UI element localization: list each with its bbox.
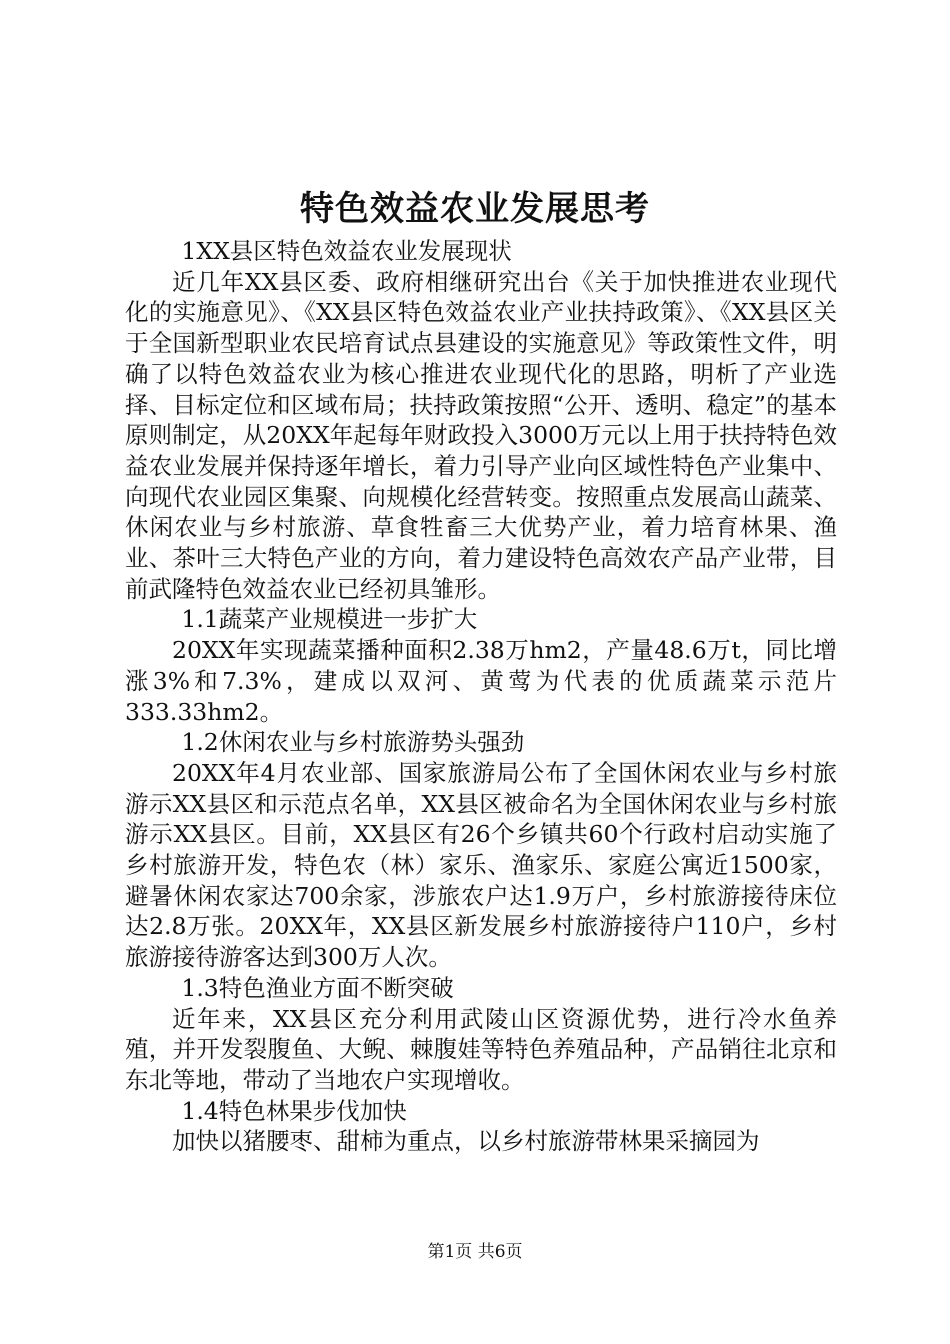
paragraph: 20XX年4月农业部、国家旅游局公布了全国休闲农业与乡村旅游示XX县区和示范点名单，XX县区被命名为全国休闲农业与乡村旅游示XX县区。目前，XX县区有26个乡镇共60个行政村启动实施了乡村旅游开发，特色农（林）家乐、渔家乐、家庭公寓近1500家，避暑休闲农家达700余家，涉旅农户达1.9万户，乡村旅游接待床位达2.8万张。20XX年，XX县区新发展乡村旅游接待户110户，乡村旅游接待游客达到300万人次。 <box>125 758 837 972</box>
section-heading: 1.4特色林果步伐加快 <box>181 1096 407 1125</box>
section-heading: 1XX县区特色效益农业发展现状 <box>181 237 512 265</box>
paragraph: 20XX年实现蔬菜播种面积2.38万hm2，产量48.6万t，同比增涨3%和7.3%，建成以双河、黄莺为代表的优质蔬菜示范片333.33hm2。 <box>125 636 837 726</box>
paragraph: 加快以猪腰枣、甜柿为重点，以乡村旅游带林果采摘园为 <box>172 1127 760 1156</box>
section-heading: 1.1蔬菜产业规模进一步扩大 <box>181 605 478 634</box>
paragraph: 近几年XX县区委、政府相继研究出台《关于加快推进农业现代化的实施意见》、《XX县区特色效益农业产业扶持政策》、《XX县区关于全国新型职业农民培育试点县建设的实施意见》等政策性文件，明确了以特色效益农业为核心推进农业现代化的思路，明析了产业选择、目标定位和区域布局；扶持政策按照“公开、透明、稳定”的基本原则制定，从20XX年起每年财政投入3000万元以上用于扶持特色效益农业发展并保持逐年增长，着力引导产业向区域性特色产业集中、向现代农业园区集聚、向规模化经营转变。按照重点发展高山蔬菜、休闲农业与乡村旅游、草食牲畜三大优势产业，着力培育林果、渔业、茶叶三大特色产业的方向，着力建设特色高效农产品产业带，目前武隆特色效益农业已经初具雏形。 <box>125 267 837 603</box>
paragraph: 近年来，XX县区充分利用武陵山区资源优势，进行冷水鱼养殖，并开发裂腹鱼、大鲵、棘腹娃等特色养殖品种，产品销往北京和东北等地，带动了当地农户实现增收。 <box>125 1004 837 1094</box>
page-footer: 第1页 共6页 <box>427 1242 523 1262</box>
section-heading: 1.3特色渔业方面不断突破 <box>181 973 454 1002</box>
document-body <box>125 236 837 1157</box>
document-title: 特色效益农业发展思考 <box>300 189 650 229</box>
section-heading: 1.2休闲农业与乡村旅游势头强劲 <box>181 728 525 757</box>
